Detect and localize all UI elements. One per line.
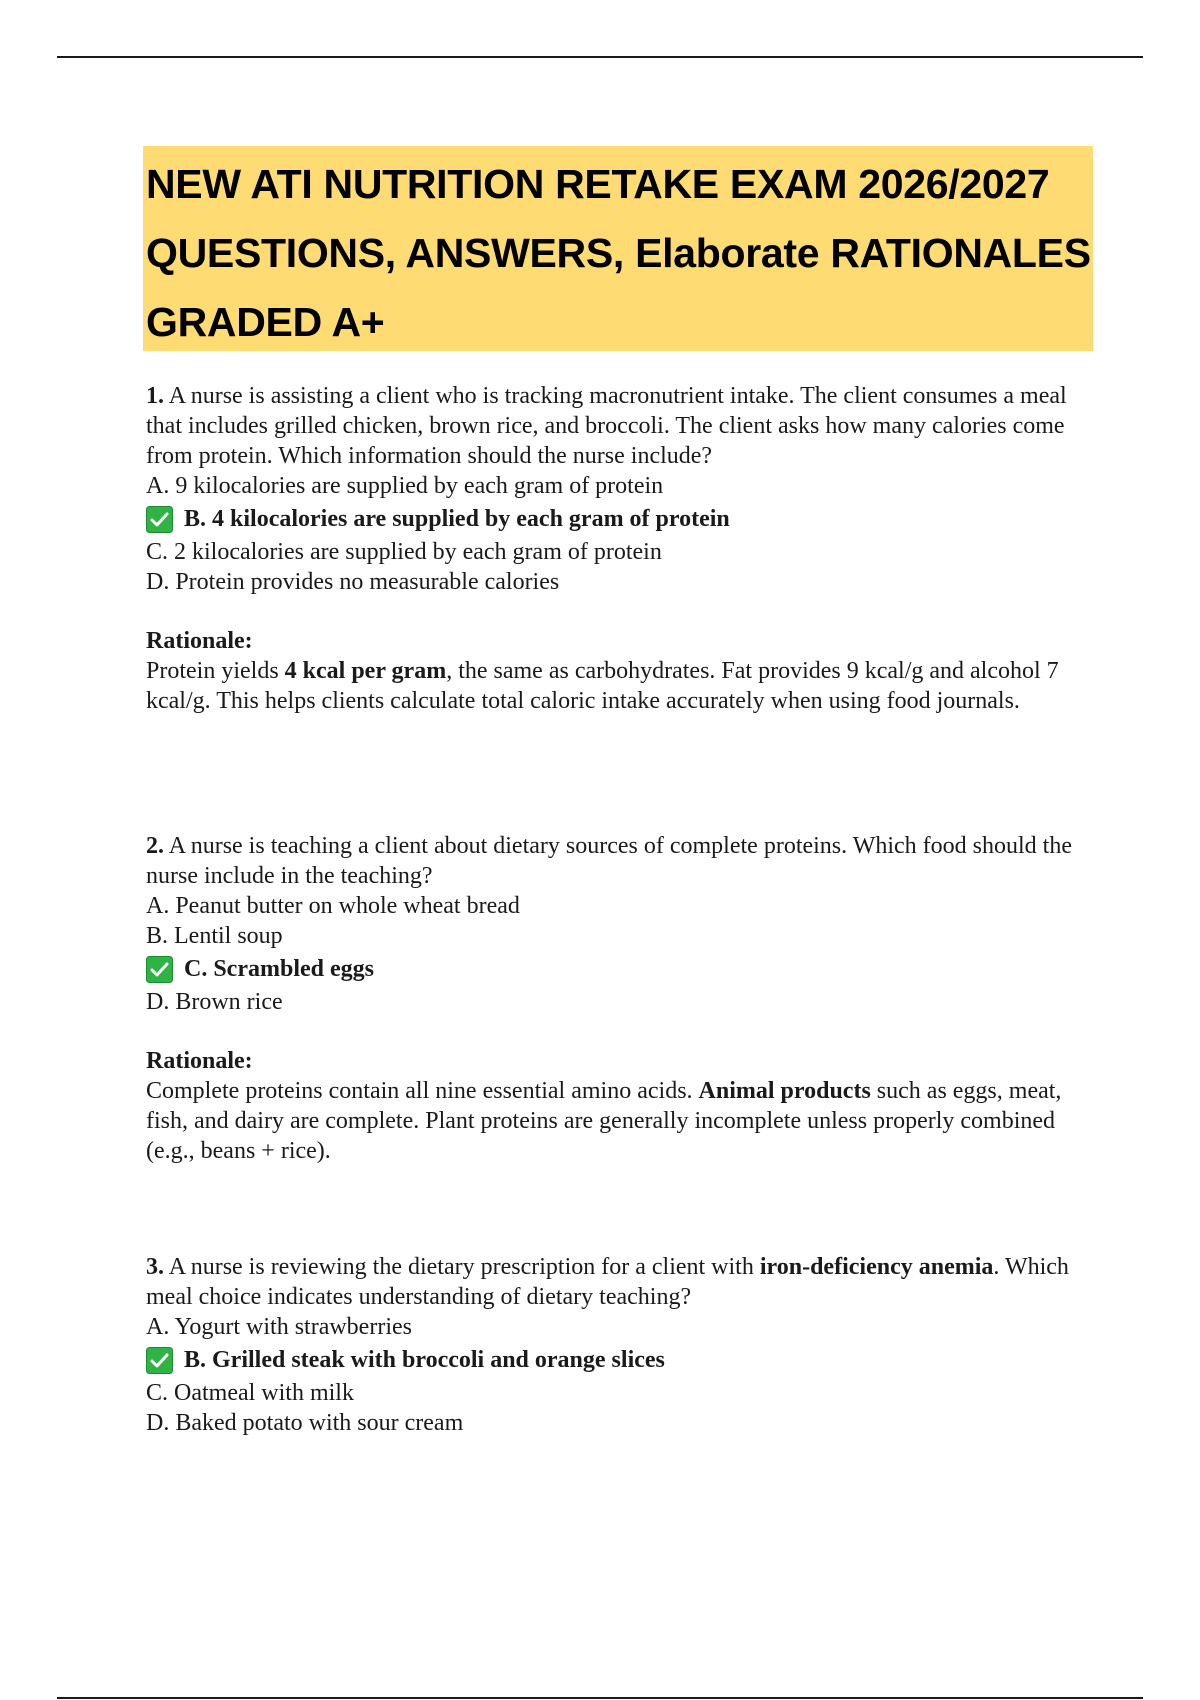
rationale-label: Rationale: [146,628,253,654]
title-line-1: NEW ATI NUTRITION RETAKE EXAM 2026/2027 [146,161,1050,207]
option-a: A. Peanut butter on whole wheat bread [146,893,520,919]
option-d: D. Brown rice [146,989,283,1015]
check-mark-icon [146,506,173,533]
question-number: 3. [146,1254,164,1280]
question-number: 2. [146,833,164,859]
option-b-correct [146,1344,1086,1376]
question-text: A nurse is teaching a client about dietary sources of complete proteins. Which food should the nurse include in the teaching? [146,833,1073,889]
option-b-label: B. 4 kilocalories are supplied by each gram of protein [184,506,730,532]
option-c: C. Oatmeal with milk [146,1380,354,1406]
rationale-label: Rationale: [146,1048,253,1074]
header-rule [57,56,1143,58]
question-stem [146,1252,1086,1312]
option-d: D. Baked potato with sour cream [146,1410,464,1436]
option-c-correct [146,953,1086,985]
question-text: A nurse is assisting a client who is tracking macronutrient intake. The client consumes a meal that includes grilled chicken, brown rice, and broccoli. The client asks how many calories come from protein. Which information should the nurse include? [146,383,1067,469]
question-stem [146,831,1086,891]
option-d: D. Protein provides no measurable calories [146,569,560,595]
option-c-label: C. Scrambled eggs [184,956,374,982]
rationale-text: Complete proteins contain all nine essential amino acids. Animal products such as eggs, meat, fish, and dairy are complete. Plant proteins are generally incomplete unless properly combined (e.g., beans + rice). [146,1078,1062,1164]
title-line-3: GRADED A+ [146,299,385,345]
option-b-label: B. Grilled steak with broccoli and orange slices [184,1347,665,1373]
footer-rule [57,1697,1143,1699]
rationale [146,626,1086,716]
question-2 [146,831,1086,1166]
option-a: A. 9 kilocalories are supplied by each gram of protein [146,473,664,499]
option-b: B. Lentil soup [146,923,283,949]
question-number: 1. [146,383,164,409]
option-b-correct [146,503,1086,535]
title-line-2: QUESTIONS, ANSWERS, Elaborate RATIONALES [146,230,1091,276]
question-3 [146,1252,1086,1438]
question-1 [146,381,1086,716]
rationale-text: Protein yields 4 kcal per gram, the same as carbohydrates. Fat provides 9 kcal/g and alcohol 7 kcal/g. This helps clients calculate total caloric intake accurately when using food journals. [146,658,1059,714]
question-stem [146,381,1086,471]
document-title [143,146,1093,351]
check-mark-icon [146,956,173,983]
question-text: A nurse is reviewing the dietary prescription for a client with iron-deficiency anemia. Which meal choice indicates understanding of dietary teaching? [146,1254,1069,1310]
rationale [146,1046,1086,1166]
check-mark-icon [146,1347,173,1374]
option-c: C. 2 kilocalories are supplied by each gram of protein [146,539,662,565]
option-a: A. Yogurt with strawberries [146,1314,412,1340]
